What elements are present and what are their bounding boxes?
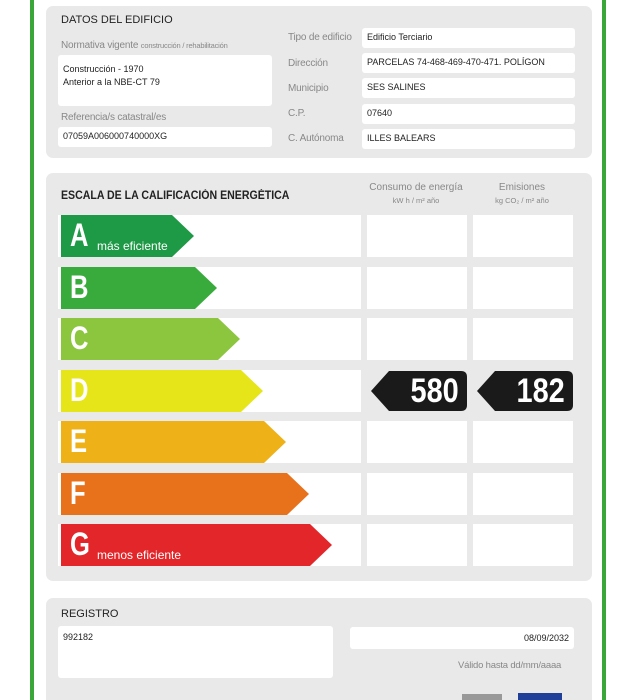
grade-arrow-b: [61, 267, 217, 309]
valido-hasta-label: Válido hasta dd/mm/aaaa: [458, 660, 562, 671]
cp-field: 07640: [362, 104, 575, 124]
grade-arrow-c: [61, 318, 240, 360]
consumo-cell-b: [367, 267, 467, 309]
normativa-line-1: Construcción - 1970: [63, 64, 144, 74]
registro-number-field: 992182: [58, 626, 333, 678]
grade-arrow-g: [61, 524, 332, 566]
energy-scale-panel: [46, 173, 592, 581]
grade-letter: D: [70, 371, 89, 408]
normativa-label: Normativa vigente construcción / rehabilitación: [61, 40, 228, 51]
tipo-label: Tipo de edificio: [288, 32, 352, 43]
registro-title: REGISTRO: [61, 608, 119, 620]
direccion-field: PARCELAS 74-468-469-470-471. POLÍGON: [362, 53, 575, 73]
cp-label: C.P.: [288, 108, 306, 119]
emisiones-header-label: Emisiones: [498, 182, 546, 193]
consumo-value: 580: [410, 371, 459, 410]
energy-scale-title: ESCALA DE LA CALIFICACIÓN ENERGÉTICA: [61, 190, 290, 202]
grade-letter: F: [70, 474, 86, 511]
municipio-label: Municipio: [288, 83, 329, 94]
emisiones-unit: kg CO₂ / m² año: [495, 196, 549, 205]
emisiones-cell-f: [473, 473, 573, 515]
emisiones-cell-g: [473, 524, 573, 566]
consumo-unit: kW h / m² año: [392, 196, 440, 205]
grade-letter: C: [70, 320, 89, 356]
grade-caption: más eficiente: [97, 239, 168, 253]
grade-letter: G: [70, 526, 90, 562]
registro-panel: [46, 598, 592, 700]
grade-caption: menos eficiente: [97, 548, 182, 562]
grade-letter: B: [70, 268, 89, 305]
grade-letter: E: [70, 423, 88, 459]
eu-flag-icon: [518, 692, 562, 700]
tipo-field: Edificio Terciario: [362, 28, 575, 48]
grade-arrow-d: [61, 370, 263, 412]
emisiones-header: [470, 182, 574, 205]
building-data-panel: [46, 6, 592, 158]
municipio-field: SES SALINES: [362, 78, 575, 98]
consumo-rating-badge: [371, 371, 467, 411]
emisiones-cell-c: [473, 318, 573, 360]
emisiones-rating-badge: [477, 371, 573, 411]
consumo-cell-e: [367, 421, 467, 463]
building-data-title: DATOS DEL EDIFICIO: [61, 14, 173, 26]
grade-arrow-a: [61, 215, 194, 257]
consumo-cell-g: [367, 524, 467, 566]
emisiones-cell-e: [473, 421, 573, 463]
consumo-cell-a: [367, 215, 467, 257]
referencia-field: 07059A006000740000XG: [58, 127, 272, 147]
grade-arrow-f: [61, 473, 309, 515]
grade-letter: A: [70, 217, 89, 253]
registro-date-field: 08/09/2032: [350, 627, 574, 649]
emisiones-cell-b: [473, 267, 573, 309]
referencia-label: Referencia/s catastral/es: [61, 112, 167, 123]
consumo-header: [364, 182, 468, 205]
ca-field: ILLES BALEARS: [362, 129, 575, 149]
consumo-cell-f: [367, 473, 467, 515]
spain-logo-icon: [462, 692, 502, 700]
consumo-header-label: Consumo de energía: [369, 182, 463, 193]
ca-label: C. Autónoma: [288, 133, 344, 144]
emisiones-value: 182: [516, 371, 565, 410]
normativa-line-2: Anterior a la NBE-CT 79: [63, 77, 160, 87]
normativa-field: [58, 55, 272, 106]
direccion-label: Dirección: [288, 58, 328, 69]
consumo-cell-c: [367, 318, 467, 360]
grade-arrow-e: [61, 421, 286, 463]
emisiones-cell-a: [473, 215, 573, 257]
